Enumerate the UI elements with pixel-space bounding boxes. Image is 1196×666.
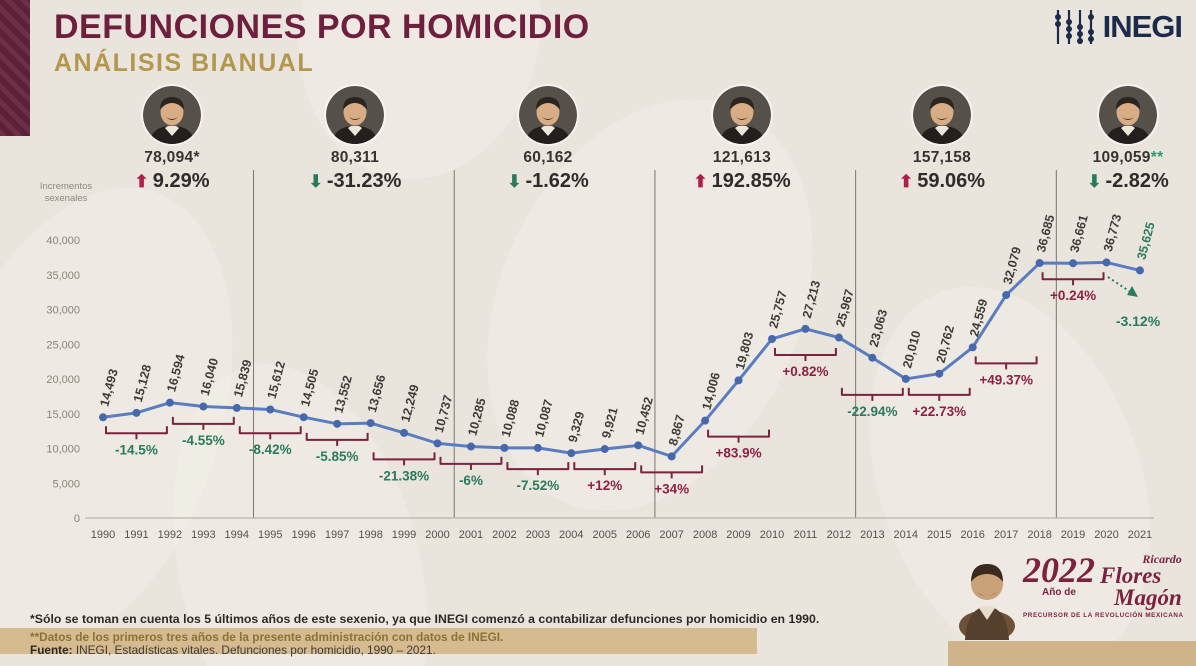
data-point [868,354,876,362]
bracket [574,462,635,475]
data-point [132,409,140,417]
source-text: INEGI, Estadísticas vitales. Defunciones por homicidio, 1990 – 2021. [72,643,436,657]
president-photo [519,86,577,144]
president-photo [326,86,384,144]
flores-magon-portrait [955,554,1019,640]
president-sexenio-change: ⬆ 59.06% [898,170,986,192]
president-card [662,86,822,193]
y-tick-label: 20,000 [46,374,80,386]
dotted-arrow [1108,277,1132,293]
data-point [835,334,843,342]
point-value-label: 10,452 [632,395,656,437]
x-tick-label: 1994 [224,529,250,541]
point-value-label: 10,088 [498,398,523,439]
biennial-change-label: -21.38% [378,468,430,484]
data-point [801,325,809,333]
data-point [701,417,709,425]
page-subtitle: ANÁLISIS BIANUAL [54,48,315,77]
bracket [307,433,368,446]
y-tick-label: 10,000 [46,443,80,456]
change-arrow-icon: ⬆ [134,172,149,191]
x-tick-label: 2021 [1127,529,1153,541]
data-point [935,370,943,378]
point-value-label: 15,612 [264,359,289,401]
stamp-year: 2022 [1023,550,1095,590]
data-point [1069,259,1077,267]
stamp-tagline: PRECURSOR DE LA REVOLUCIÓN MEXICANA [1023,612,1184,620]
data-point [668,452,676,460]
president-sexenio-change: ⬇ -2.82% [1087,170,1169,192]
point-value-label: 8,867 [666,413,688,448]
point-value-label: 27,213 [799,279,824,320]
x-tick-label: 2014 [893,529,919,541]
x-tick-label: 2012 [826,529,852,541]
y-tick-label: 25,000 [46,339,80,352]
point-value-label: 36,685 [1033,213,1058,254]
point-value-label: 25,757 [766,289,790,330]
x-tick-label: 2013 [860,529,885,541]
stamp-last-name-1: Flores [1100,563,1162,589]
data-point [1136,266,1144,274]
data-point [567,449,575,457]
biennial-change-label: -6% [458,472,483,488]
biennial-change-label: +12% [587,478,623,494]
x-tick-label: 2004 [559,529,584,541]
final-change-annotation [1108,277,1161,329]
president-total: 80,311 [330,149,380,166]
president-total: 157,158 [912,149,972,166]
x-tick-label: 1991 [124,529,149,541]
inegi-logo-text: INEGI [1102,9,1182,44]
data-point [300,413,308,421]
point-value-label: 9,329 [565,410,588,444]
data-point [199,403,207,411]
increments-axis-note: Incrementos sexenales [39,181,93,204]
point-value-label: 20,762 [933,323,958,365]
biennial-change-label: -7.52% [516,478,560,494]
point-value-label: 23,063 [866,307,891,349]
x-tick-label: 2010 [759,529,785,541]
sexenio-divider-lines [254,170,1057,518]
point-value-label: 14,505 [298,367,322,408]
x-tick-label: 2020 [1094,529,1119,541]
stamp-highlight-band [948,641,1196,666]
stamp-last-name-2: Magón [1114,585,1182,611]
biennial-change-label: +0.82% [782,363,829,379]
data-point [601,445,609,453]
change-arrow-icon: ⬇ [308,172,323,191]
data-point [1036,259,1044,267]
point-value-label: 16,594 [164,352,188,394]
biennial-change-label: +0.24% [1049,288,1097,304]
president-photo [713,86,771,144]
point-value-label: 12,249 [398,383,422,424]
president-card [1048,86,1196,193]
data-point [902,375,910,383]
biennial-change-label: +34% [654,481,690,497]
president-card [275,86,435,193]
president-photo [143,86,201,144]
point-value-label: 9,921 [599,405,621,440]
data-point [367,419,375,427]
bracket [775,348,836,361]
x-tick-label: 2011 [793,529,818,541]
homicides-series [99,258,1144,460]
bracket [240,426,301,439]
source-note [30,643,436,657]
point-value-label: 35,625 [1134,220,1158,262]
change-arrow-icon: ⬆ [898,172,914,191]
point-value-label: 13,656 [364,373,389,414]
x-tick-label: 1990 [90,529,116,541]
biennial-change-label: -22.94% [847,403,898,419]
y-tick-label: 40,000 [46,235,80,247]
x-tick-label: 1998 [358,529,383,541]
x-tick-label: 2016 [960,529,985,541]
x-tick-label: 1999 [391,529,417,541]
x-tick-label: 2017 [993,529,1019,541]
source-label: Fuente: [30,643,73,657]
data-point [534,444,542,452]
data-point [333,420,341,428]
data-point [233,404,241,412]
biennial-change-brackets [106,272,1104,496]
point-value-label: 36,661 [1067,213,1091,254]
x-tick-label: 2009 [726,529,751,541]
president-sexenio-change: ⬆ 9.29% [134,170,210,192]
stamp-first-name: Ricardo [1142,552,1182,566]
data-point [166,399,174,407]
data-point [434,439,442,447]
biennial-change-label: -4.55% [181,432,225,448]
bracket [173,417,234,430]
biennial-change-label: +83.9% [715,445,762,461]
point-value-label: 20,010 [900,329,924,370]
president-total: 121,613 [712,149,772,166]
data-point [1002,291,1010,299]
president-total: 109,059** [1092,149,1164,166]
x-tick-label: 2002 [492,529,517,541]
biennial-change-label: -8.42% [248,442,292,458]
bracket [641,465,702,478]
president-sexenio-change: ⬆ 192.85% [693,170,791,192]
y-tick-label: 30,000 [46,304,80,317]
data-point [1103,258,1111,266]
inegi-abacus-icon [1053,8,1097,46]
point-value-label: 15,839 [231,358,255,399]
change-arrow-icon: ⬇ [507,172,522,191]
president-photo [1099,86,1157,144]
bracket [507,462,568,475]
y-tick-label: 15,000 [46,408,80,421]
x-tick-label: 2006 [625,529,651,541]
biennial-change-label: -14.5% [115,442,158,458]
x-tick-label: 2019 [1060,529,1086,541]
data-point [768,335,776,343]
data-point [735,376,743,384]
x-tick-label: 1996 [291,529,316,541]
point-value-label: 14,493 [97,367,121,409]
president-sexenio-change: ⬇ -1.62% [507,170,589,192]
stamp-year-label: Año de [1042,587,1076,599]
data-point [969,343,977,351]
point-value-label: 24,559 [967,297,991,339]
data-point [634,441,642,449]
footnote-1: *Sólo se toman en cuenta los 5 últimos años de este sexenio, ya que INEGI comenzó a contabilizar defunciones por homicidio en 1990. [30,612,820,626]
inegi-logo [1053,8,1182,46]
x-tick-label: 1997 [324,529,350,541]
x-tick-label: 2003 [525,529,551,541]
x-tick-label: 2001 [458,529,484,541]
biennial-change-label: +49.37% [979,372,1033,388]
president-total: 78,094* [144,149,200,166]
x-tick-label: 2015 [927,529,952,541]
y-tick-label: 35,000 [46,269,80,282]
x-tick-label: 2005 [592,529,617,541]
point-value-label: 32,079 [1000,245,1024,286]
page-title: DEFUNCIONES POR HOMICIDIO [54,8,590,46]
footnote-2: **Datos de los primeros tres años de la presente administración con datos de INEGI. [30,630,504,644]
bracket [976,356,1037,369]
bracket [441,457,502,470]
point-value-label: 10,087 [532,398,556,439]
y-tick-label: 0 [73,513,80,525]
data-point [467,443,475,451]
bracket [106,426,167,439]
point-value-label: 13,552 [331,374,355,415]
data-point [500,444,508,452]
data-point [400,429,408,437]
president-total: 60,162 [523,149,573,166]
bracket [1043,272,1104,285]
point-value-label: 19,803 [732,330,757,372]
bracket [909,388,970,401]
president-sexenio-change: ⬇ -31.23% [308,170,402,192]
bracket [842,388,903,401]
x-tick-label: 2000 [425,529,450,541]
biennial-change-label: -5.85% [315,448,359,464]
point-value-label: 10,737 [431,393,456,435]
change-arrow-icon: ⬇ [1087,172,1102,191]
series-line [103,262,1140,456]
point-value-label: 15,128 [130,363,155,404]
point-value-label: 36,773 [1100,212,1125,254]
change-arrow-icon: ⬆ [693,172,708,191]
president-card [468,86,628,193]
flores-magon-stamp [955,550,1193,642]
x-tick-label: 2018 [1027,529,1052,541]
data-point [99,413,107,421]
bracket [374,452,435,465]
data-point [266,405,274,413]
biennial-change-label: +22.73% [912,403,967,419]
point-value-label: 16,040 [197,356,222,398]
final-change-label: -3.12% [1115,313,1161,329]
x-tick-label: 2007 [659,529,684,541]
point-value-labels [97,213,1157,448]
y-tick-label: 5,000 [52,478,80,491]
point-value-label: 10,285 [465,396,489,438]
point-value-label: 25,967 [833,287,857,329]
bracket [708,430,769,443]
president-card [92,86,252,193]
x-tick-label: 1993 [191,529,216,541]
x-tick-label: 1992 [157,529,183,541]
point-value-label: 14,006 [699,370,723,412]
president-card [862,86,1022,193]
president-photo [913,86,971,144]
x-tick-label: 1995 [258,529,283,541]
x-tick-label: 2008 [692,529,718,541]
